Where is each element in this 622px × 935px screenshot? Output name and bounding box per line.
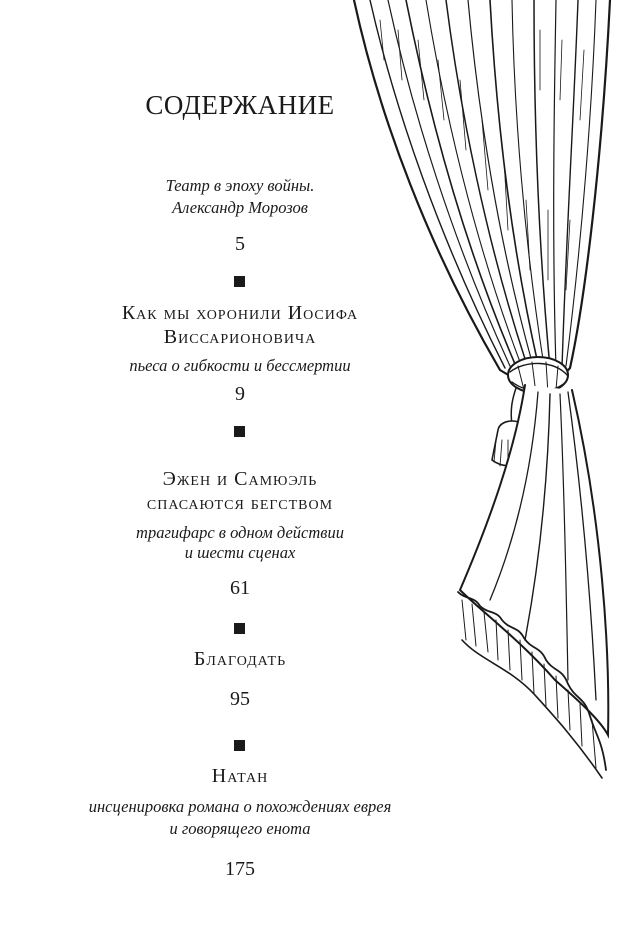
entry-1-subtitle-line-2: Александр Морозов xyxy=(172,198,308,217)
entry-3-page-number: 61 xyxy=(230,577,250,599)
entry-1-page-number: 5 xyxy=(235,233,245,255)
entry-3-title-line-1: Эжен и Самюэль xyxy=(162,468,318,490)
entry-3-subtitle-line-1: трагифарс в одном действии xyxy=(136,523,344,542)
separator-square-4 xyxy=(234,740,245,751)
entry-2-subtitle: пьеса о гибкости и бессмертии xyxy=(129,356,351,375)
entry-1-subtitle-line-1: Театр в эпоху войны. xyxy=(165,176,315,195)
separator-square-3 xyxy=(234,623,245,634)
contents-heading: СОДЕРЖАНИЕ xyxy=(145,90,335,120)
entry-5-title: Натан xyxy=(211,765,269,787)
entry-3-title-line-2: спасаются бегством xyxy=(146,492,334,514)
entry-3-subtitle-line-2: и шести сценах xyxy=(184,543,296,562)
entry-2-page-number: 9 xyxy=(235,383,245,405)
entry-5-page-number: 175 xyxy=(225,858,255,880)
entry-5-subtitle-line-2: и говорящего енота xyxy=(169,819,311,838)
entry-4-title: Благодать xyxy=(193,648,287,670)
separator-square-2 xyxy=(234,426,245,437)
entry-5-subtitle-line-1: инсценировка романа о похождениях еврея xyxy=(88,797,392,816)
separator-square-1 xyxy=(234,276,245,287)
entry-4-page-number: 95 xyxy=(230,688,250,710)
entry-2-title-line-2: Виссарионовича xyxy=(163,326,317,348)
entry-2-title-line-1: Как мы хоронили Иосифа xyxy=(121,302,359,324)
